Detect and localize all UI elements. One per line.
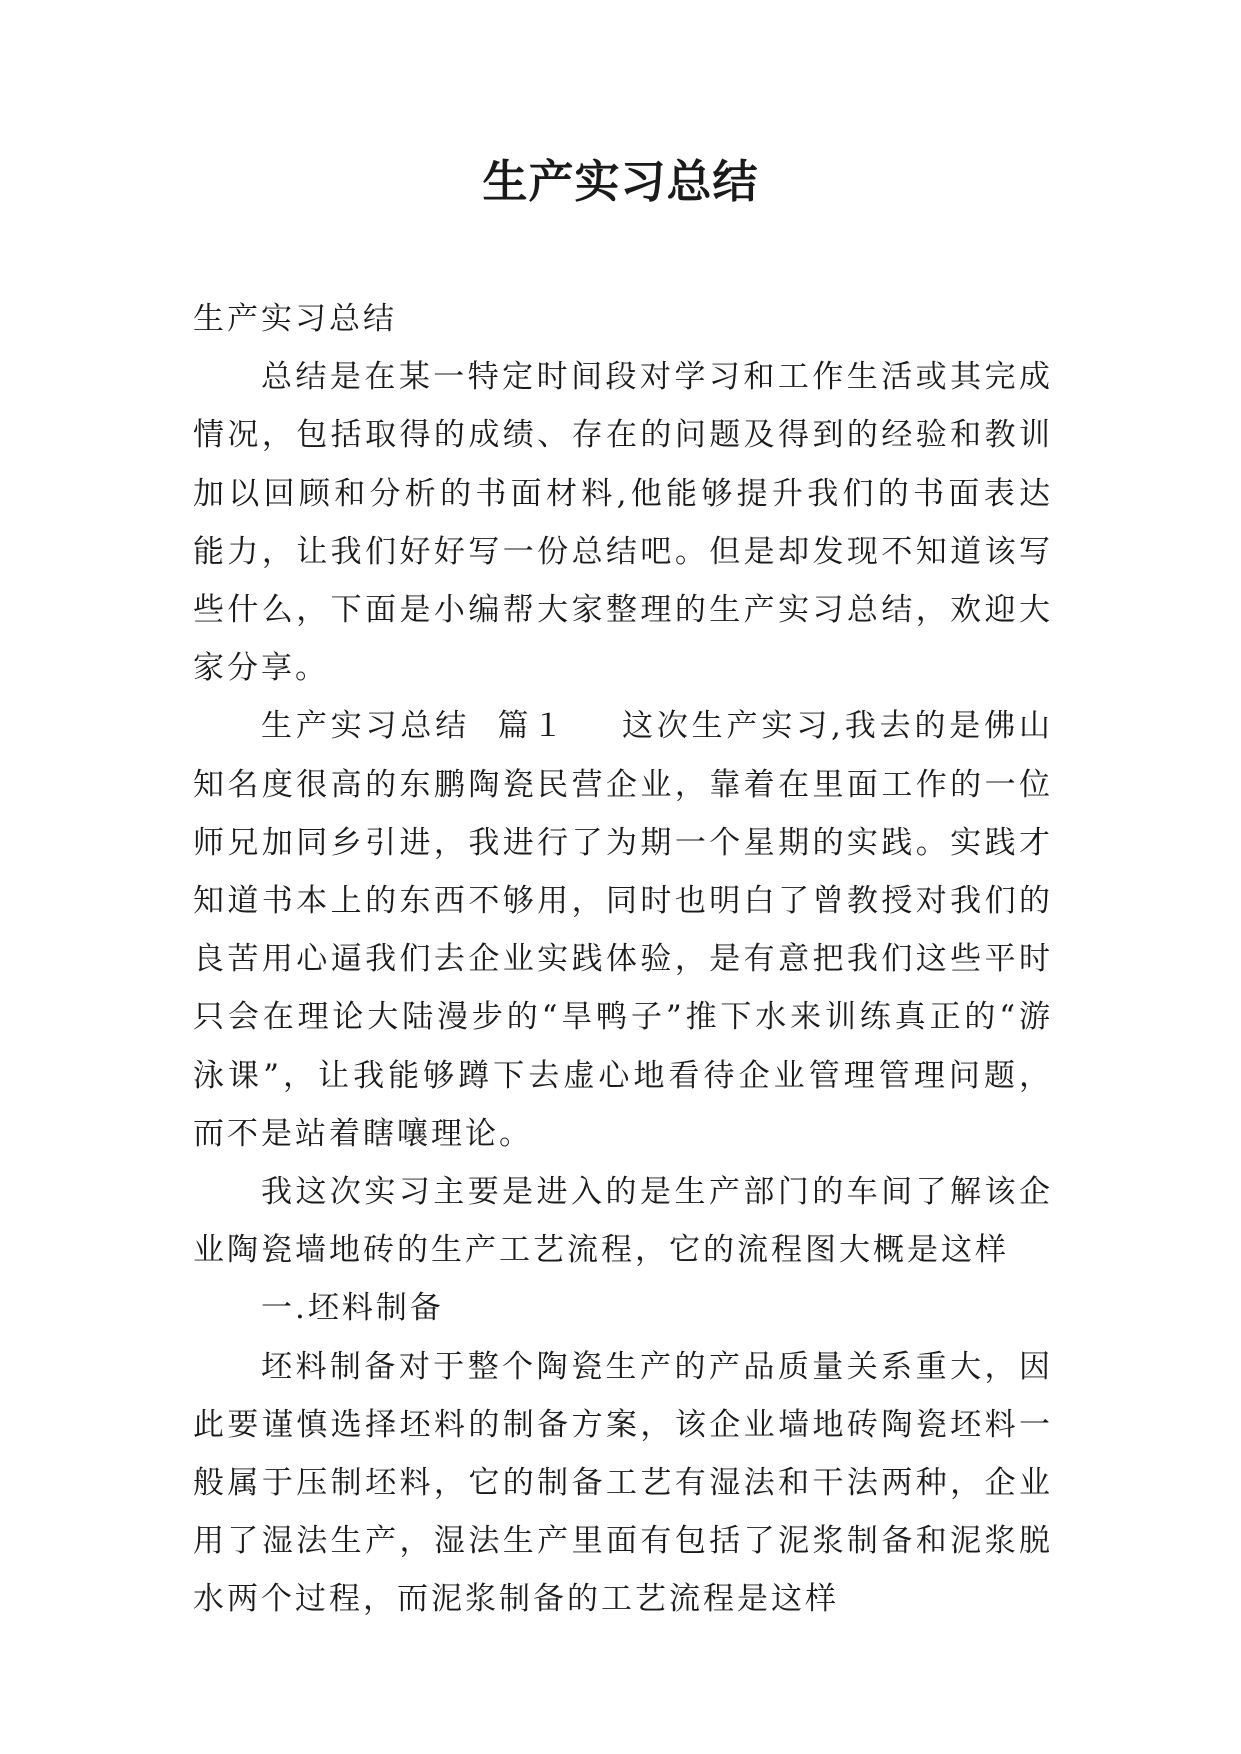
document-subtitle: 生产实习总结 xyxy=(193,301,397,337)
document-title: 生产实习总结 xyxy=(482,155,759,208)
paragraph-intro: 总结是在某一特定时间段对学习和工作生活或其完成情况，包括取得的成绩、存在的问题及得到的经验和教训加以回顾和分析的书面材料,他能够提升我们的书面表达能力，让我们好好写一份总结吧。但是却发现不知道该写些什么，下面是小编帮大家整理的生产实习总结，欢迎大家分享。 xyxy=(193,359,1053,687)
section-heading-blank-preparation: 一.坯料制备 xyxy=(261,1290,444,1327)
document-body xyxy=(193,290,1053,1629)
paragraph-part-1: 生产实习总结 篇１ 这次生产实习,我去的是佛山知名度很高的东鹏陶瓷民营企业，靠着在里面工作的一位师兄加同乡引进，我进行了为期一个星期的实践。实践才知道书本上的东西不够用，同时也明白了曾教授对我们的良苦用心逼我们去企业实践体验，是有意把我们这些平时只会在理论大陆漫步的“旱鸭子”推下水来训练真正的“游泳课”，让我能够蹲下去虚心地看待企业管理管理问题，而不是站着瞎嚷理论。 xyxy=(193,708,1053,1152)
paragraph-blank-preparation: 坯料制备对于整个陶瓷生产的产品质量关系重大，因此要谨慎选择坯料的制备方案，该企业墙地砖陶瓷坯料一般属于压制坯料，它的制备工艺有湿法和干法两种，企业用了湿法生产，湿法生产里面有包括了泥浆制备和泥浆脱水两个过程，而泥浆制备的工艺流程是这样 xyxy=(193,1348,1053,1618)
paragraph-process-overview: 我这次实习主要是进入的是生产部门的车间了解该企业陶瓷墙地砖的生产工艺流程，它的流程图大概是这样 xyxy=(193,1174,1053,1269)
